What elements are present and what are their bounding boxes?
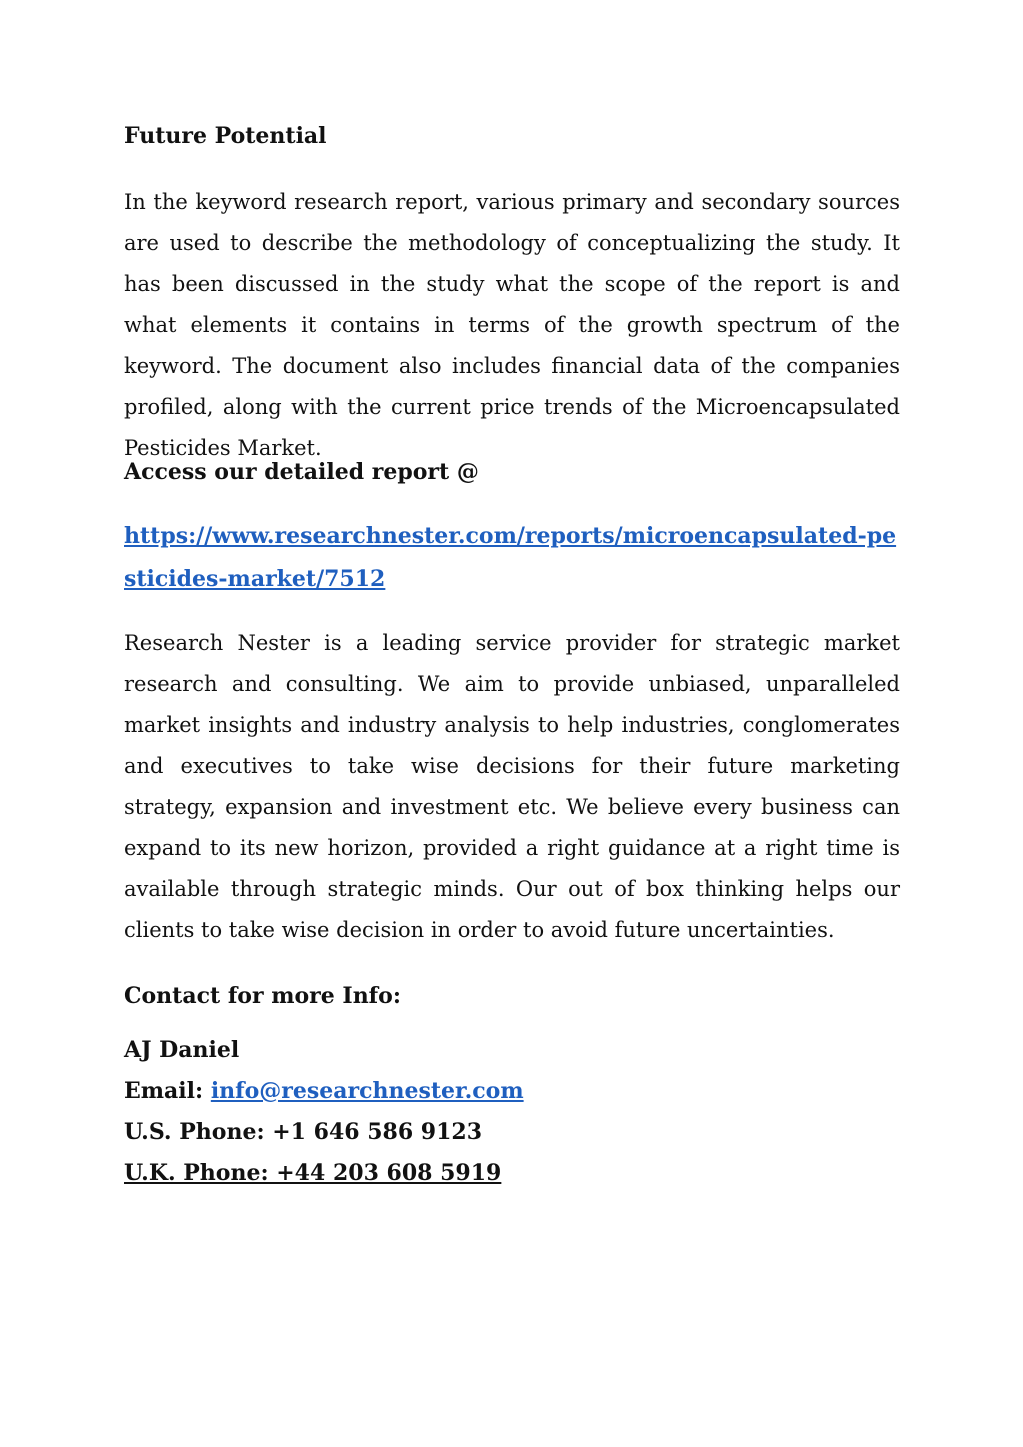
email-label: Email: (124, 1078, 204, 1104)
email-link[interactable]: info@researchnester.com (210, 1078, 524, 1104)
contact-name: AJ Daniel (124, 1037, 240, 1063)
contact-email-line (124, 1071, 900, 1112)
report-link-block (124, 515, 900, 601)
contact-heading: Contact for more Info: (124, 983, 401, 1009)
us-phone: U.S. Phone: +1 646 586 9123 (124, 1119, 483, 1145)
report-link[interactable]: https://www.researchnester.com/reports/microencapsulated-pesticides-market/7512 (124, 523, 897, 592)
future-potential-paragraph: In the keyword research report, various primary and secondary sources are used to describe the methodology of conceptualizing the study. It has been discussed in the study what the scope of the report is and what elements it contains in terms of the growth spectrum of the keyword. The document also includes financial data of the companies profiled, along with the current price trends of the Microencapsulated Pesticides Market. (124, 190, 900, 460)
uk-phone[interactable]: U.K. Phone: +44 203 608 5919 (124, 1160, 502, 1186)
future-potential-heading: Future Potential (124, 123, 327, 149)
about-paragraph: Research Nester is a leading service provider for strategic market research and consulting. We aim to provide unbiased, unparalleled market insights and industry analysis to help industries, conglomerates and executives to take wise decisions for their future marketing strategy, expansion and investment etc. We believe every business can expand to its new horizon, provided a right guidance at a right time is available through strategic minds. Our out of box thinking helps our clients to take wise decision in order to avoid future uncertainties. (124, 631, 900, 942)
access-report-heading: Access our detailed report @ (124, 459, 479, 485)
